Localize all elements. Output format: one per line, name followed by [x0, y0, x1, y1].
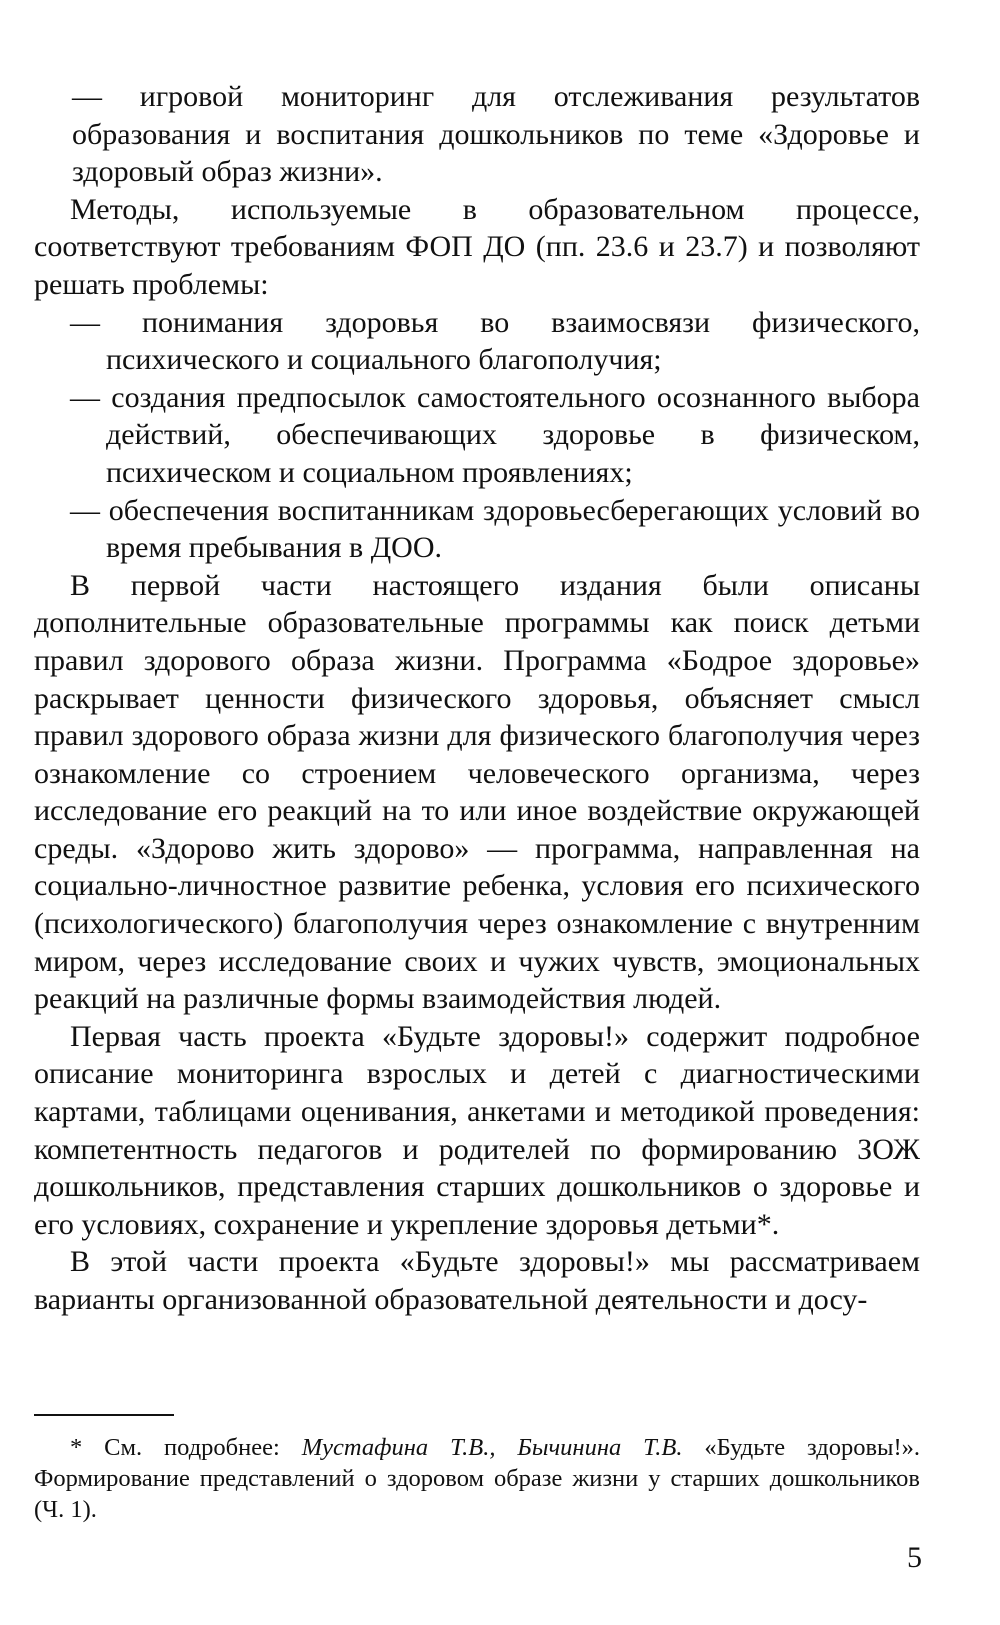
list-item-game-monitoring: — игровой мониторинг для отслеживания результатов образования и воспитания дошкольников по теме «Здоровье и здоровый образ жизни». [72, 80, 920, 189]
paragraph-project-monitoring: Первая часть проекта «Будьте здоровы!» содержит подробное описание мониторинга взрослых и детей с диагностическими картами, таблицами оценивания, анкетами и методикой проведения: компетентность педагогов и родителей по формированию ЗОЖ дошкольников, представления старших дошкольников о здоровье и его условиях, сохранение и укрепление здоровья детьми*. [34, 1019, 920, 1241]
paragraph-this-part: В этой части проекта «Будьте здоровы!» мы рассматриваем варианты организованной образовательной деятельности и досу- [34, 1245, 920, 1316]
paragraph-methods: Методы, используемые в образовательном процессе, соответствуют требованиям ФОП ДО (пп. 23.6 и 23.7) и позволяют решать проблемы: [34, 192, 920, 301]
main-text [34, 78, 920, 1319]
footnote [34, 1432, 920, 1525]
page-number: 5 [907, 1541, 922, 1574]
list-item-understanding-health: — понимания здоровья во взаимосвязи физического, психического и социального благополучия; [70, 305, 920, 377]
paragraph-first-part-programs: В первой части настоящего издания были описаны дополнительные образовательные программы как поиск детьми правил здорового образа жизни. Программа «Бодрое здоровье» раскрывает ценности физического здоровья, объясняет смысл правил здорового образа жизни для физического благополучия через ознакомление со строением человеческого организма, через исследование его реакций на то или иное воздействие окружающей среды. «Здорово жить здорово» — программа, направленная на социально-личностное развитие ребенка, условия его психического (психологического) благополучия через ознакомление с внутренним миром, через исследование своих и чужих чувств, эмоциональных реакций на различные формы взаимодействия людей. [34, 568, 920, 1016]
footnote-authors: Мустафина Т.В., Бычинина Т.В. [301, 1434, 683, 1461]
list-item-health-conditions: — обеспечения воспитанникам здоровьесберегающих условий во время пребывания в ДОО. [70, 493, 920, 565]
footnote-rest: «Будьте здоровы!». Формирование представлений о здоровом образе жизни у старших дошкольников (Ч. 1). [34, 1434, 921, 1523]
footnote-divider [34, 1414, 174, 1416]
list-item-conscious-choice: — создания предпосылок самостоятельного осознанного выбора действий, обеспечивающих здоровье в физическом, психическом и социальном проявлениях; [70, 380, 920, 489]
footnote-lead: * См. подробнее: [70, 1434, 302, 1461]
